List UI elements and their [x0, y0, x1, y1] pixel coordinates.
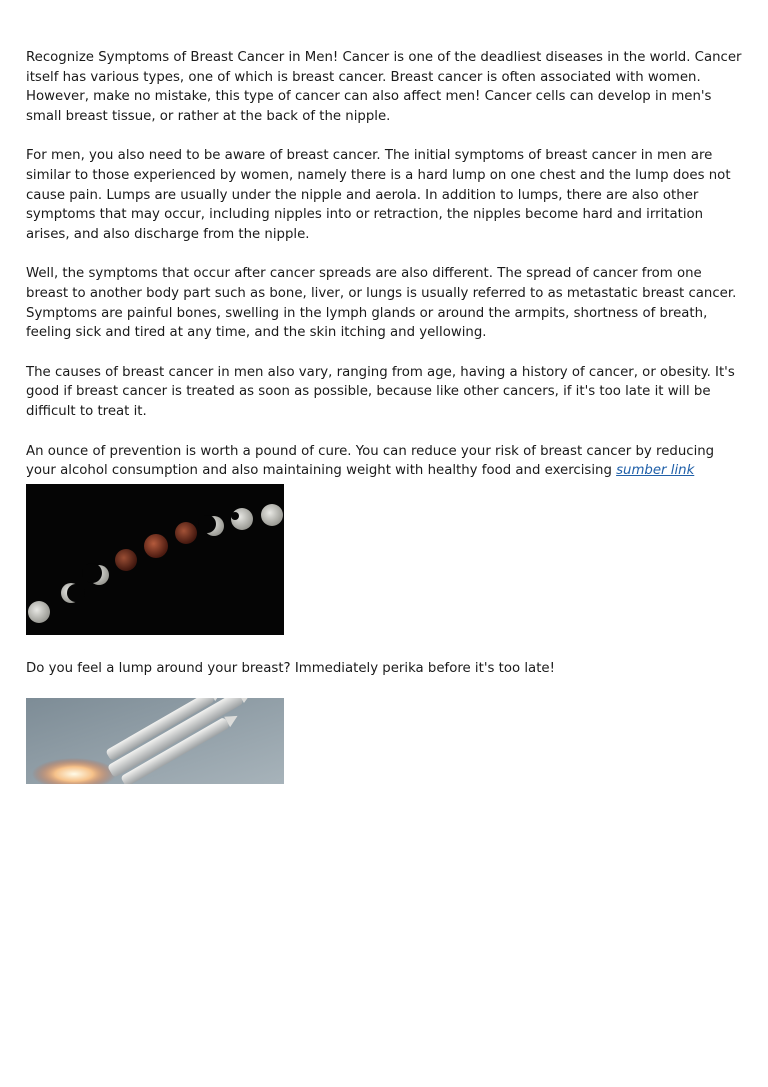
moon-6 — [175, 522, 197, 544]
rocket-launch-image — [26, 698, 284, 784]
paragraph-intro: Recognize Symptoms of Breast Cancer in Men! Cancer is one of the deadliest diseases in the world. Cancer itself has various types, one of which is breast cancer. Breast cancer is often associated with women. However, make no mistake, this type of cancer can also affect men! Cancer cells can develop in men's small breast tissue, or rather at the back of the nipple. — [26, 50, 742, 124]
moon-4 — [115, 549, 137, 571]
moon-5 — [144, 534, 168, 558]
paragraph-metastatic: Well, the symptoms that occur after cancer spreads are also different. The spread of cancer from one breast to another body part such as bone, liver, or lungs is usually referred to as metastatic breast cancer. Symptoms are painful bones, swelling in the lymph glands or around the armpits, shortness of breath, feeling sick and tired at any time, and the skin itching and yellowing. — [26, 266, 737, 341]
moon-1 — [28, 601, 50, 623]
sumber-link[interactable]: sumber link — [616, 463, 695, 479]
article-body — [26, 48, 742, 500]
prevention-text: An ounce of prevention is worth a pound of cure. You can reduce your risk of breast cancer by reducing your alcohol consumption and also maintaining weight with healthy food and exercising — [26, 443, 715, 479]
paragraph-causes: The causes of breast cancer in men also vary, ranging from age, having a history of cancer, or obesity. It's good if breast cancer is treated as soon as possible, because like other cancers, if it's too late it will be difficult to treat it. — [26, 364, 735, 419]
image-caption: Do you feel a lump around your breast? Immediately perika before it's too late! — [26, 661, 555, 676]
rocket-graphic — [26, 698, 284, 784]
paragraph-symptoms: For men, you also need to be aware of breast cancer. The initial symptoms of breast cancer in men are similar to those experienced by women, namely there is a hard lump on one chest and the lump does not cause pain. Lumps are usually under the nipple and aerola. In addition to lumps, there are also other symptoms that may occur, including nipples into or retraction, the nipples become hard and irritation arises, and also discharge from the nipple. — [26, 148, 731, 242]
moon-9 — [261, 504, 283, 526]
lunar-eclipse-image — [26, 484, 284, 635]
lunar-eclipse-graphic — [26, 484, 284, 635]
